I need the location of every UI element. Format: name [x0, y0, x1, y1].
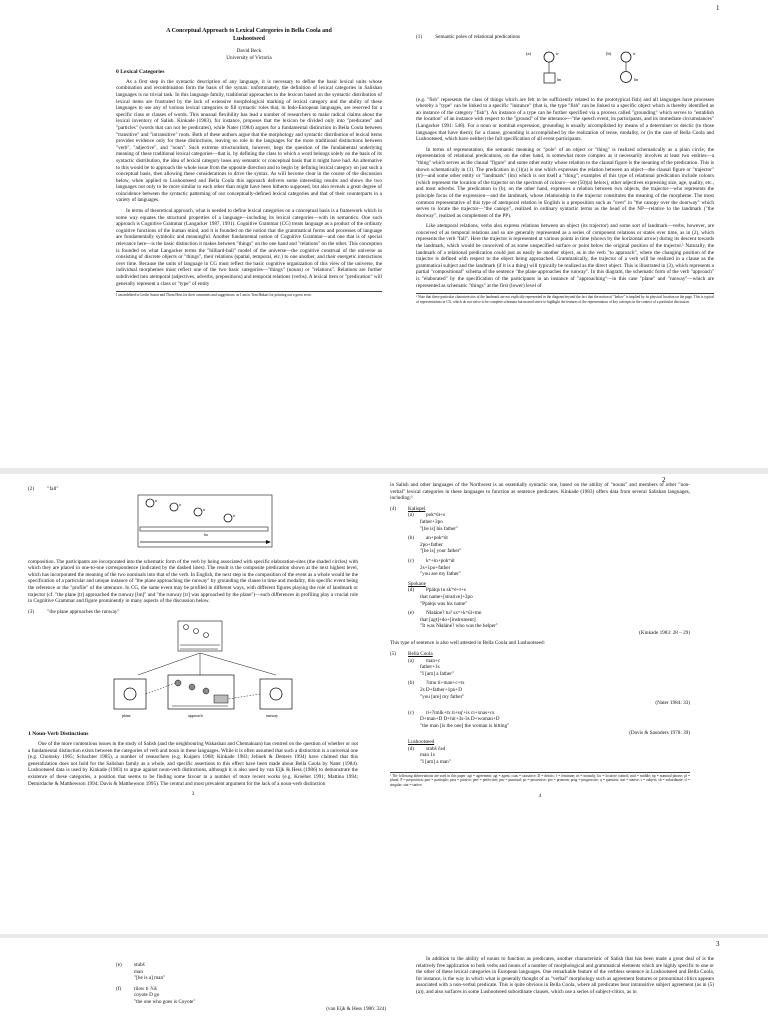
page-1-right-column [416, 34, 714, 304]
translation: "you are my father" [420, 571, 461, 578]
translation: "It was Nłaláne? who was the helper" [420, 623, 498, 630]
example-4 [390, 506, 690, 637]
approach-label: approach [188, 713, 203, 719]
language-name: Bella Coola [408, 651, 433, 658]
page-number: 3 [716, 940, 720, 948]
sub-label: (f) [116, 985, 122, 992]
footnote: ² The following abbreviations are used in this paper: agt = agreement; agt = agent; caus = causative; D = deictic; f = feminine; ns = nonsubj; loc = locative control; mid = middle; np = nominal phrase; pl = plural; P = preposition; part = participle; pass = passive; perf = perfective; pnc = punctual; po = possessive; pro = pronoun; prog = progressive; q = question; stat = stative; s = subject; sb = subordinate; sl = singular; stat = stative. [390, 773, 690, 787]
page-3 [0, 938, 768, 1024]
composite-box [178, 621, 222, 651]
section-heading: 1 Noun-Verb Distinctions [28, 731, 89, 738]
sub-label: (b) [408, 535, 415, 542]
example-1-heading [416, 34, 714, 41]
trajector-circle [544, 52, 554, 62]
landmark-bar [140, 527, 268, 531]
paragraph: composition. The participants are incorporated into the schematic form of the verb by being associated with specific elaboration-sites (the shaded circles) with which they are placed in one-to-one correspondence (indicated by the dashed lines). The result is the composite predication shown at the next highest level, which has incorporated the meaning of the two nominals into that of the verb. In English, the next step in the composition of the event as a whole would be the specification of a particular and unique instance of "the plane approaching the runway" by grounding the clause in time and modality, this specific event being the reference or the "profile" of the utterance. In CG, the same event may be profiled in different ways, with different figures playing the role of landmark or trajector (cf. "the plane [tr] approached the runway [lm]" and "the runway [tr] was approached by the plane")—such differences in profiling play a crucial role in Cognitive Grammar and figure prominently in many aspects of the discussion below. [28, 558, 358, 605]
page-2-left-column [28, 486, 358, 798]
page-3-right-column [416, 956, 714, 1000]
approach-composition-diagram [28, 617, 358, 727]
elaboration-site-circle [175, 680, 181, 686]
gloss: 2s D+father+1po+D [420, 687, 463, 694]
translation: "[he is] his father" [420, 525, 459, 532]
tr-label: tr [203, 507, 206, 512]
sub-label: (a) [408, 657, 414, 664]
gloss: father+3po [420, 518, 443, 525]
landmark-site-box [214, 695, 228, 703]
composition-line [138, 653, 200, 675]
plane-box [114, 679, 146, 709]
footnote: ¹ Note that these particular characteristics of the landmark are not explicitly represented in the diagram beyond the fact that the notion of "below" is implied by its physical location on the page. This is typical of representations in CG, which do not strive to be complete schemata but instead strive to highlight the features of the representation of key concepts in the context of a particular discussion. [416, 295, 714, 304]
lm-label: lm [204, 532, 208, 537]
plane-thing-circle [124, 688, 136, 700]
page-2 [0, 474, 768, 934]
tr-label: tr [179, 502, 182, 507]
paragraph: In addition to the ability of nouns to function as predicates, another characteristic of Salish that has been made a great deal of is the relatively free application to both verbs and nouns of a number of morphological and grammatical elements which are highly specific to one or the other of these lexical categories in European languages. One remarkable feature of the verbless sentence in Lushootseed and Bella Coola, for instance, is the way in which what is generally thought of as "verbal" morphology such as agreement features or pronominal clitics appears associated with a non-verbal predicate. This is quite obvious in Bella Coola, where all predicates bear intransitive subject agreement (as in (5)(a)), and also surfaces in some Lushootseed subordinate clauses, which use a series of subject-clitics, as in [416, 956, 714, 995]
example-label: (5) [390, 651, 397, 658]
page-number: 1 [716, 4, 720, 12]
translation: "I [am] a father" [420, 670, 455, 677]
citation: (van Eijk & Hess 1986: 324) [326, 1005, 386, 1012]
translation: "[he is] your father" [420, 548, 462, 555]
form: tiləw ti ?úš [134, 985, 157, 992]
example-3-heading [28, 609, 358, 616]
example-caption: "the plane approaches the runway" [47, 608, 120, 615]
sub-label: (b) [408, 680, 415, 687]
plane-label: plane [122, 713, 131, 719]
example-label: (2) [28, 486, 35, 492]
trajector-circle [184, 625, 189, 630]
correspondence-line [228, 694, 260, 699]
gloss: that name+[strative]+3po [420, 593, 473, 600]
paragraph: In terms of theoretical approach, what is needed to define lexical categories on a conceptual basis is a framework which in some way equates the structural properties of a language—including its lexical categories—with its semantics. One such approach is Cognitive Grammar (Langacker 1987, 1991). Cognitive Grammar (CG) treats language as a product of the ordinary cognitive functions of the human mind, and it is founded on the notion that the grammatical forms and processes of language are fundamentally symbolic and meaningful. Another fundamental notion of Cognitive Grammar—and one that is of special relevance here—is the basic distinction it makes between "things" on the one hand and "relations" on the other. This conception is founded on what Langacker terms the "billiard-ball" model of the universe—the cognitive construal of the universe as consisting of discrete objects or "things", their relations (spatial, temporal, etc.) to one another, and their energetic interactions over time. Because the units of language in CG must reflect the basic cognitive organization of this view of the universe, the individual morphemes must reflect one of the two basic categories—"things" (nouns) or "relations". Relations are further subdivided into atemporal (adjectives, adverbs, prepositions) and temporal relations (verbs). A lexical item or "predication" will generally represent a class or "type" of entity [116, 208, 382, 287]
arrow-head-icon [266, 540, 271, 544]
form: an+pokʷút [426, 535, 448, 542]
sub-label: (c) [408, 709, 414, 716]
page-bottom-number: 4 [538, 793, 542, 800]
correspondence-line [146, 683, 175, 694]
tr-label: tr [556, 50, 559, 56]
runway-label: runway [266, 713, 278, 719]
page-2-right-column [390, 482, 690, 800]
page-bottom-number: 3 [191, 791, 195, 798]
form: ti+?imlk+tx ti+sq'+is ci+xnas+cs [426, 709, 495, 716]
translation: "I [am] a man" [420, 758, 451, 765]
trajector-circle [224, 514, 232, 522]
tr-label: tr [155, 498, 158, 503]
paragraph: Like atemporal relations, verbs also express relations between an object (its trajector) and some sort of landmark—verbs, however, are conceived of as temporal relations and so are generally represented as a series of component relations or states over time, as in (2), which represents the verb "fall". Here the trajector is represented at various points in time (shown by the horizontal arrow) during its descent towards the landmark, which would be conceived of as some unspecified surface or point below the original position of the trajector.¹ Naturally, the landmark of a relational predication could just as easily be another object, as in the verb "to approach", where the changing position of the trajector is defined with respect to the object being approached. Grammatically, the trajector of a verb will be realized in a clause as the grammatical subject and the landmark (if it is a thing) will typically be realized as the direct object. This is illustrated in (3), which represents a partial "compositional" schema of the sentence "the plane approaches the runway". In this diagram, the schematic form of the verb "approach" is "elaborated" by the specification of the participants in an instance of "approaching"—in this case "plane" and "runway"—which are represented as schematic "things" at the first (lower) level of [416, 223, 714, 289]
diagram-label-b: (b) [606, 50, 612, 56]
trajector-circle [146, 499, 154, 507]
landmark-circle [621, 71, 632, 82]
footnote: I am indebted to Leslie Saxon and Thom Hess for their comments and suggestions, as I am to Tom Hukari for pointing out a gross error. [116, 291, 382, 298]
gloss: 2s+1po+father [420, 564, 451, 571]
paragraph: (e.g. "fish" represents the class of things which are felt to be sufficiently related to the prototypical fish) and all languages have processes whereby a "type" can be linked to a specific "instance" (that is, the type "fish" can be linked to a specific object which is thereby identified as an instance of the category "fish"). An instance of a type can be further specified via a process called "grounding" which serves to "establish the location" of an instance with respect to the "ground" of the utterance—"the speech event, its participants, and its immediate circumstances" (Langacker 1991: 548). For a noun or nominal expression, grounding is usually accomplished by means of a determiner or deictic (to those languages that have them); for a clause, grounding is accomplished by the realization of tense, modality, or (in the case of Bella Coola and Lushootseed, which have neither) the full specification of all event-participants. [416, 96, 714, 143]
example-label: (4) [390, 505, 397, 512]
trajector-circle [194, 629, 199, 634]
translation: "[he is a] man" [134, 975, 166, 982]
paragraph: One of the more contentious issues in the study of Salish (and the neighbouring Wakashan and Chemakuan) has centred on the question of whether or not a fundamental distinction exists between the categories of verb and noun in these languages. While it is often assumed that such a distinction is a universal one (e.g. Chomsky 1965; Schachter 1985), a number of researchers (e.g. Kuipers 1968; Kinkade 1983; Jelinek & Demers 1994) have claimed that this generalization does not hold for the Salishan family as a whole, and specific assertions to this effect have been made about Bella Coola by Nater (1984). Lushootseed data is used by Kinkade (1983) to argue against noun-verb distinctions, although it is also used by van Eijk & Hess (1986) to demonstrate the existence of these categories, a position that seems to be finding some favour in a number of more recent works (e.g. Kroeber 1991; Mattina 1994; Demirdache & Matthewson 1994; Davis & Matthewson 1995). The central and most prevalent argument for the lack of a noun-verb distinction [28, 740, 358, 787]
paragraph: In terms of representation, the semantic meaning or "pole" of an object or "thing" is realized schematically as a plain circle; the representation of relational predications, on the other hand, is somewhat more complex as it necessarily involves at least two entities—a "thing" which serves as the clausal "figure" and some other entity whose relation to the clausal figure is the meaning of the predication. This is shown schematically in (1). The predication in (1)(a) is one which expresses the relation between an object—the clausal figure or "trajector" (tr)—and some other entity or "landmark" (lm) which is not itself a "thing"; examples of this type of relational predication include colours (which represent the location of the trajector on the spectrum of colours—see (50)(a) below), other adjectives expressing size, age, quality, etc., and most adverbs. The predication in (b), on the other hand, expresses a relation between two objects, the trajector—who represents the principle focus of the expression—and the landmark, whose relationship to the trajector constitutes the meaning of the morpheme. The most common representative of this type of atemporal relation in English is a preposition such as "over" in "the canopy over the doorway" which serves to locate the trajector—"the canopy", realized in ordinary syntactic terms as the head of the NP—relative to the landmark ("the doorway", realized as complement of the PP). [416, 146, 714, 219]
translation: "the man [is the one] the woman is hitting" [420, 723, 510, 729]
runway-box [260, 679, 292, 709]
example-label: (3) [28, 608, 35, 615]
sub-label: (a) [408, 512, 414, 519]
runway-thing-circle [270, 688, 282, 700]
trajector-circle [621, 52, 631, 62]
citation: (Nater 1984: 33) [655, 700, 690, 707]
affiliation: University of Victoria [226, 54, 272, 61]
lm-label: lm [557, 76, 562, 82]
lm-label: lm [634, 76, 639, 82]
fall-diagram [28, 493, 358, 557]
elaboration-site-circle [203, 688, 209, 694]
paragraph: This type of sentence is also well attested in Bella Coola and Lushootseed: [390, 640, 546, 647]
trajector-circle [204, 633, 209, 638]
gloss: 2po+father [420, 541, 443, 548]
example-label: (1) [416, 34, 423, 40]
tr-label: tr [233, 513, 236, 518]
gloss: coyote D go [134, 992, 160, 999]
page-number: 2 [662, 476, 666, 484]
paragraph: As a first step in the syntactic description of any language, it is necessary to define the basic lexical units whose combination and recombination form the basis of the syntax: unfortunately, the definition of lexical categories in Salishan languages is no trivial task. In this language family, traditional approaches to the lexicon based on the syntactic distribution of lexical items are frustrated by the lack of extensive morphological marking of lexical category and the ability of these languages to use any of various lexical categories to fill syntactic roles that, in Indo-European languages, are reserved for a specific class or classes of words. This unusual flexibility has lead a number of researchers to make radical claims about the lexical inventory of Salish. Kinkade (1983), for instance, proposes that the lexicon be divided only into "predicates" and "particles" (words that can not be predicates), while Nater (1984) argues for a fundamental distinction in Bella Coola between "transitive" and "intransitive" roots. Both of these authors argue that the morphology and syntactic distribution of lexical items provides evidence only for these distinctions, leaving no role in the languages for the more traditional distinctions between "verb", "adjective", and "noun". Such extreme structuralism, however, begs the question of the fundamental underlying meaning of these traditional lexical categories—that is, by defining the class to which a word belongs solely on the basis of its syntactic distribution, the idea of lexical category loses any semantic or conceptual basis that it might have had. An alternative to this would be to approach the whole issue from the opposite direction and to begin by defining lexical category on just such a conceptual basis, then allowing these considerations to drive the syntax. As will become clear in the course of the discussion below, when applied to Lushootseed and Bella Coola this approach delivers some interesting results and shows the two languages not only to be more similar to each other than might have been hitherto supposed, but also reveals a great degree of coincidence between the syntactic patterning of our conceptually-defined lexical categories and that of their counterparts in a variety of languages. [116, 78, 382, 204]
form: Ppátqs tu sk'ʷé+t+s [426, 587, 466, 594]
sub-label: (d) [408, 587, 415, 594]
diagram-label-a: (a) [526, 50, 531, 56]
gloss: man 1s [420, 752, 435, 759]
elaboration-site-circle [189, 684, 195, 690]
tr-label: tr [633, 50, 636, 56]
sub-label: (c) [408, 557, 414, 564]
sub-label: (d) [408, 745, 415, 752]
sub-label: (e) [408, 610, 414, 617]
form: Nłaláne? tu? sxʷ+kʷúl+mn [426, 610, 482, 617]
example-5 [390, 651, 690, 766]
citation: (Davis & Saunders 1978: 39) [629, 729, 690, 736]
gloss: that [agt]+do+[instrument] [420, 616, 476, 623]
paper-title: A Conceptual Approach to Lexical Categories in Bella Coola and Lushootseed [166, 28, 332, 42]
gloss: D+man+D D+hit+3s-3s D+woman+D [420, 716, 500, 723]
example-caption: Semantic poles of relational predications [435, 34, 520, 40]
section-heading: 0 Lexical Categories [116, 69, 165, 76]
composition-line [200, 653, 276, 675]
example-2-heading [28, 486, 358, 493]
page-1-left-column [116, 28, 382, 298]
gloss: father+1s [420, 664, 440, 671]
trajector-circle [194, 508, 202, 516]
relational-predication-diagram [416, 43, 714, 91]
sub-label: (e) [116, 962, 122, 968]
translation: "Ppátqs was his name" [420, 600, 468, 607]
language-name: Lushootseed [408, 739, 435, 746]
language-name: Kalispel [408, 505, 426, 512]
form: kʷ+in+pokʷút [426, 557, 455, 564]
translation: "you [are] my father" [420, 693, 465, 700]
page-3-left-column [116, 962, 386, 1012]
example-5-continued [116, 962, 386, 1012]
example-caption: "fall" [47, 486, 59, 492]
translation: "the one who goes is Coyote" [134, 998, 196, 1005]
citation: (Kinkade 1983: 28 – 29) [638, 629, 690, 636]
gloss: man [134, 968, 143, 975]
form: stubš [134, 962, 145, 968]
form: pokʷút+s [426, 512, 445, 519]
form: man+c [426, 657, 441, 664]
page-1 [0, 0, 768, 468]
form: stubš čəd [426, 745, 446, 752]
language-name: Spokane [408, 580, 426, 587]
diagram-frame [138, 495, 272, 547]
form: ?imu ti+man+c+tx [426, 680, 465, 687]
landmark-box [544, 73, 555, 83]
paragraph: in Salish and other languages of the Northwest is an essentially syntactic one, based on the ability of "nouns" and members of other "non-verbal" lexical categories in these languages to function as sentence predicates. Kinkade (1983) offers data from several Salishan languages, including:² [390, 482, 690, 502]
trajector-circle [170, 503, 178, 511]
author: David Beck [236, 48, 262, 54]
